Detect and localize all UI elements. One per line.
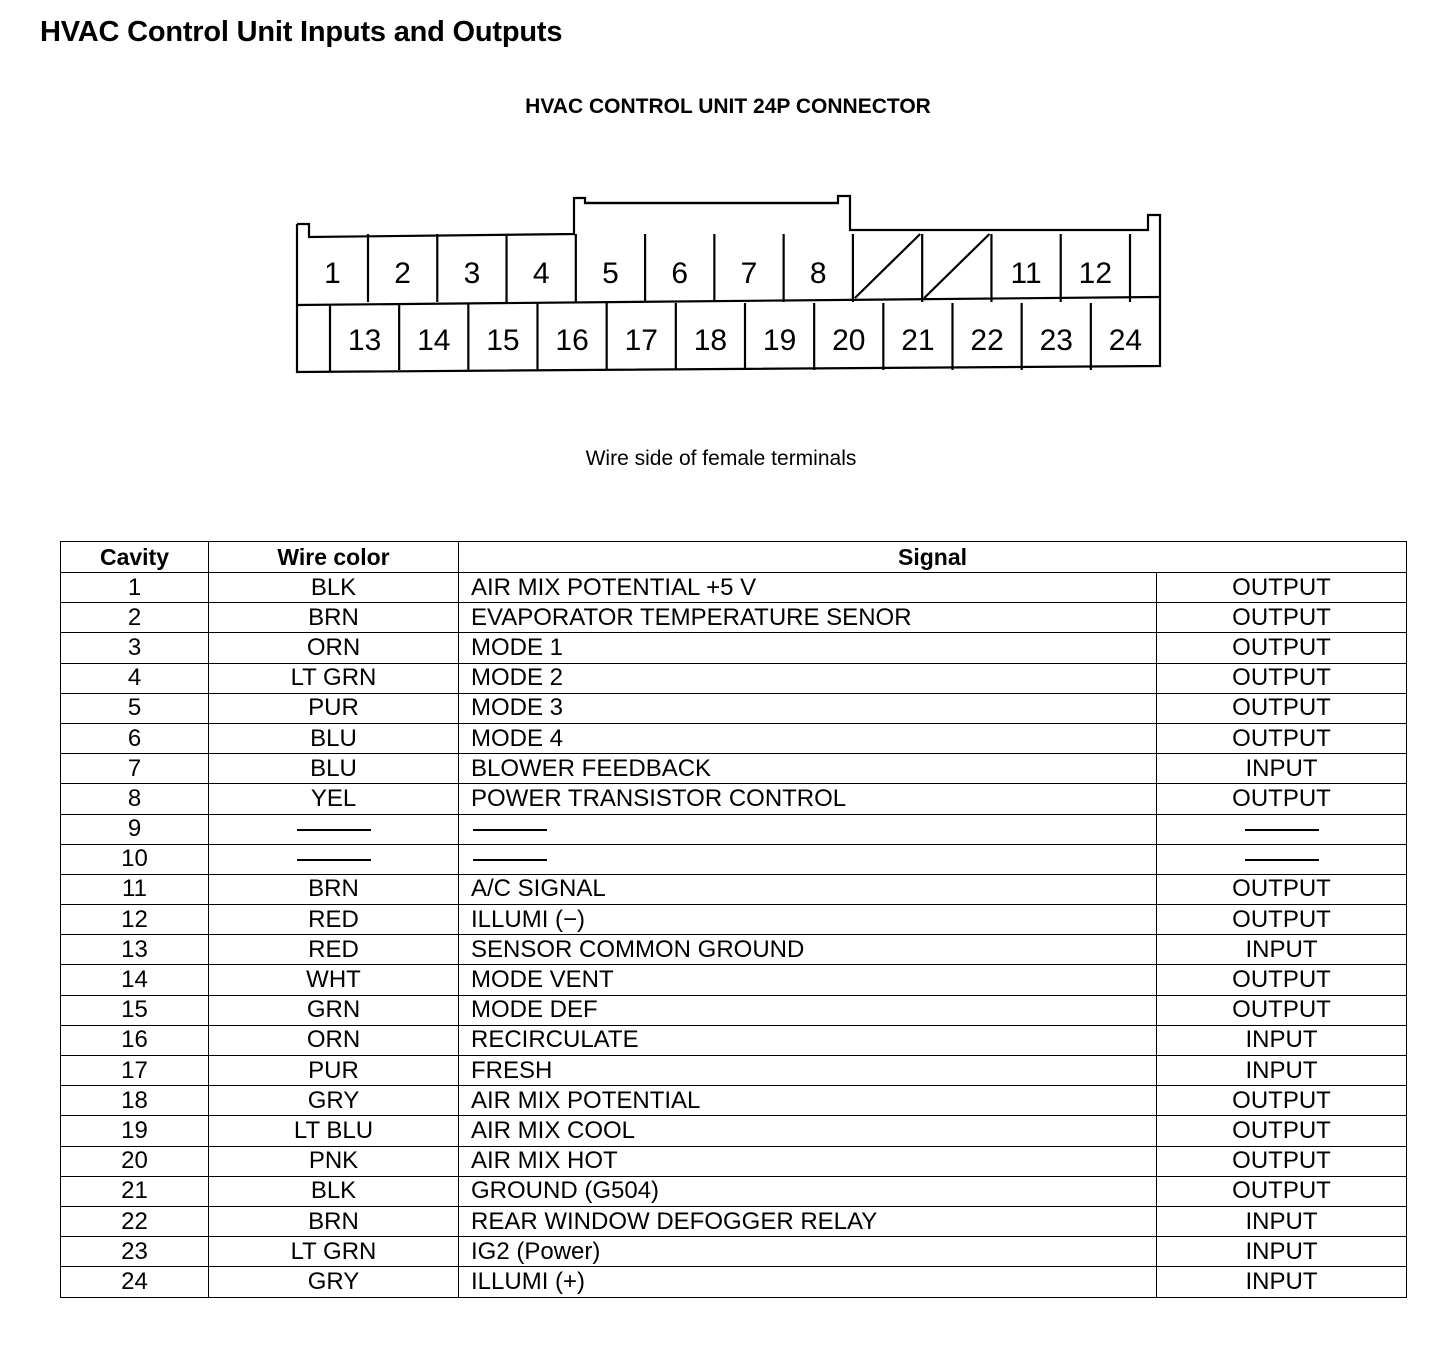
pin-label-3: 3 xyxy=(463,257,481,290)
wire-color-cell xyxy=(209,814,459,844)
pin-label-7: 7 xyxy=(740,257,758,290)
header-cavity: Cavity xyxy=(61,542,209,573)
direction-cell: OUTPUT xyxy=(1157,573,1407,603)
wire-color-cell: LT GRN xyxy=(209,663,459,693)
cavity-cell: 8 xyxy=(61,784,209,814)
wire-color-cell: BRN xyxy=(209,603,459,633)
table-row xyxy=(61,1237,1407,1267)
cavity-cell: 10 xyxy=(61,844,209,874)
signal-cell: GROUND (G504) xyxy=(459,1176,1157,1206)
connector-diagram xyxy=(0,0,1456,420)
wire-color-cell: YEL xyxy=(209,784,459,814)
direction-cell: OUTPUT xyxy=(1157,723,1407,753)
signal-cell xyxy=(459,844,1157,874)
wire-color-cell: GRN xyxy=(209,995,459,1025)
wire-color-cell: BRN xyxy=(209,1206,459,1236)
direction-cell: OUTPUT xyxy=(1157,905,1407,935)
direction-cell xyxy=(1157,844,1407,874)
pin-label-15: 15 xyxy=(486,324,520,357)
wire-color-cell: LT GRN xyxy=(209,1237,459,1267)
wire-color-cell: GRY xyxy=(209,1086,459,1116)
wire-color-cell: RED xyxy=(209,935,459,965)
table-row xyxy=(61,754,1407,784)
pin-label-17: 17 xyxy=(624,324,658,357)
cavity-cell: 2 xyxy=(61,603,209,633)
direction-cell: OUTPUT xyxy=(1157,663,1407,693)
wire-color-cell: RED xyxy=(209,905,459,935)
direction-cell: OUTPUT xyxy=(1157,1176,1407,1206)
blank-dash xyxy=(1245,859,1319,861)
signal-cell xyxy=(459,814,1157,844)
table-row xyxy=(61,965,1407,995)
connector-caption: Wire side of female terminals xyxy=(585,447,857,470)
table-row xyxy=(61,814,1407,844)
direction-cell: INPUT xyxy=(1157,1267,1407,1297)
signal-cell: ILLUMI (+) xyxy=(459,1267,1157,1297)
wire-color-cell: PUR xyxy=(209,693,459,723)
signal-cell: POWER TRANSISTOR CONTROL xyxy=(459,784,1157,814)
direction-cell: OUTPUT xyxy=(1157,1146,1407,1176)
signal-cell: MODE 3 xyxy=(459,693,1157,723)
table-row xyxy=(61,1267,1407,1297)
blank-dash xyxy=(297,859,371,861)
signal-cell: RECIRCULATE xyxy=(459,1025,1157,1055)
table-row xyxy=(61,723,1407,753)
cavity-cell: 21 xyxy=(61,1176,209,1206)
cavity-cell: 22 xyxy=(61,1206,209,1236)
table-row xyxy=(61,844,1407,874)
cavity-cell: 5 xyxy=(61,693,209,723)
cavity-cell: 17 xyxy=(61,1056,209,1086)
cavity-cell: 23 xyxy=(61,1237,209,1267)
cavity-cell: 6 xyxy=(61,723,209,753)
direction-cell: INPUT xyxy=(1157,1237,1407,1267)
header-wire-color: Wire color xyxy=(209,542,459,573)
table-row xyxy=(61,1206,1407,1236)
wire-color-cell: BLK xyxy=(209,573,459,603)
wire-color-cell: BLU xyxy=(209,754,459,784)
pin-label-20: 20 xyxy=(832,324,866,357)
row-divider xyxy=(297,297,1160,305)
pin-label-1: 1 xyxy=(324,257,341,290)
cavity-cell: 12 xyxy=(61,905,209,935)
cavity-cell: 1 xyxy=(61,573,209,603)
table-row xyxy=(61,633,1407,663)
pin-label-13: 13 xyxy=(347,324,382,357)
table-row xyxy=(61,1116,1407,1146)
pin-label-8: 8 xyxy=(809,257,827,290)
signal-cell: REAR WINDOW DEFOGGER RELAY xyxy=(459,1206,1157,1236)
cavity-cell: 3 xyxy=(61,633,209,663)
wire-color-cell: BLU xyxy=(209,723,459,753)
wire-color-cell: ORN xyxy=(209,633,459,663)
signal-cell: ILLUMI (−) xyxy=(459,905,1157,935)
cavity-cell: 18 xyxy=(61,1086,209,1116)
wire-color-cell: PUR xyxy=(209,1056,459,1086)
direction-cell: OUTPUT xyxy=(1157,1086,1407,1116)
signal-cell: BLOWER FEEDBACK xyxy=(459,754,1157,784)
table-header-row xyxy=(61,542,1407,573)
signal-cell: AIR MIX COOL xyxy=(459,1116,1157,1146)
signal-cell: MODE VENT xyxy=(459,965,1157,995)
blank-dash xyxy=(297,829,371,831)
cavity-cell: 13 xyxy=(61,935,209,965)
cavity-cell: 7 xyxy=(61,754,209,784)
table-row xyxy=(61,693,1407,723)
table-row xyxy=(61,663,1407,693)
signal-cell: AIR MIX POTENTIAL xyxy=(459,1086,1157,1116)
wire-color-cell: BLK xyxy=(209,1176,459,1206)
blank-dash xyxy=(473,829,547,831)
wire-color-cell xyxy=(209,844,459,874)
pin-label-16: 16 xyxy=(555,324,589,357)
wire-color-cell: BRN xyxy=(209,874,459,904)
pin-label-11: 11 xyxy=(1010,257,1042,290)
pin-label-23: 23 xyxy=(1039,324,1073,357)
table-row xyxy=(61,1176,1407,1206)
signal-cell: FRESH xyxy=(459,1056,1157,1086)
table-row xyxy=(61,603,1407,633)
table-row xyxy=(61,1086,1407,1116)
signal-cell: MODE DEF xyxy=(459,995,1157,1025)
pin-label-5: 5 xyxy=(602,257,619,290)
direction-cell: OUTPUT xyxy=(1157,633,1407,663)
direction-cell: OUTPUT xyxy=(1157,603,1407,633)
table-row xyxy=(61,995,1407,1025)
blank-dash xyxy=(1245,829,1319,831)
signal-cell: MODE 2 xyxy=(459,663,1157,693)
wire-color-cell: LT BLU xyxy=(209,1116,459,1146)
table-row xyxy=(61,573,1407,603)
table-row xyxy=(61,1025,1407,1055)
table-row xyxy=(61,935,1407,965)
pin-label-19: 19 xyxy=(762,324,797,357)
pin-table xyxy=(60,541,1407,1298)
direction-cell: INPUT xyxy=(1157,1056,1407,1086)
table-row xyxy=(61,905,1407,935)
pin-label-22: 22 xyxy=(970,324,1004,357)
cavity-cell: 4 xyxy=(61,663,209,693)
direction-cell: OUTPUT xyxy=(1157,1116,1407,1146)
table-row xyxy=(61,874,1407,904)
direction-cell: OUTPUT xyxy=(1157,995,1407,1025)
pin-label-4: 4 xyxy=(532,257,550,290)
direction-cell: INPUT xyxy=(1157,1025,1407,1055)
pin-label-6: 6 xyxy=(671,257,689,290)
direction-cell: OUTPUT xyxy=(1157,784,1407,814)
cavity-cell: 19 xyxy=(61,1116,209,1146)
blank-cavity-slash xyxy=(855,234,920,298)
pin-label-2: 2 xyxy=(394,257,411,290)
cavity-cell: 15 xyxy=(61,995,209,1025)
signal-cell: MODE 4 xyxy=(459,723,1157,753)
direction-cell: INPUT xyxy=(1157,935,1407,965)
wire-color-cell: WHT xyxy=(209,965,459,995)
direction-cell: INPUT xyxy=(1157,1206,1407,1236)
direction-cell: OUTPUT xyxy=(1157,965,1407,995)
direction-cell xyxy=(1157,814,1407,844)
table-row xyxy=(61,784,1407,814)
blank-dash xyxy=(473,859,547,861)
blank-cavity-slash xyxy=(924,234,989,298)
cavity-cell: 9 xyxy=(61,814,209,844)
table-row xyxy=(61,1146,1407,1176)
signal-cell: MODE 1 xyxy=(459,633,1157,663)
pin-label-12: 12 xyxy=(1078,257,1113,290)
cavity-cell: 11 xyxy=(61,874,209,904)
cavity-cell: 20 xyxy=(61,1146,209,1176)
pin-label-24: 24 xyxy=(1108,324,1143,357)
header-signal: Signal xyxy=(459,542,1407,573)
signal-cell: IG2 (Power) xyxy=(459,1237,1157,1267)
pin-label-14: 14 xyxy=(417,324,451,357)
cavity-cell: 16 xyxy=(61,1025,209,1055)
signal-cell: AIR MIX POTENTIAL +5 V xyxy=(459,573,1157,603)
wire-color-cell: ORN xyxy=(209,1025,459,1055)
pin-row-top xyxy=(324,234,1112,298)
connector-title: HVAC CONTROL UNIT 24P CONNECTOR xyxy=(525,95,931,118)
wire-color-cell: GRY xyxy=(209,1267,459,1297)
direction-cell: INPUT xyxy=(1157,754,1407,784)
page-title: HVAC Control Unit Inputs and Outputs xyxy=(40,16,563,48)
pin-label-18: 18 xyxy=(693,324,728,357)
pin-label-21: 21 xyxy=(901,324,935,357)
signal-cell: EVAPORATOR TEMPERATURE SENOR xyxy=(459,603,1157,633)
wire-color-cell: PNK xyxy=(209,1146,459,1176)
direction-cell: OUTPUT xyxy=(1157,874,1407,904)
cavity-cell: 24 xyxy=(61,1267,209,1297)
table-row xyxy=(61,1056,1407,1086)
direction-cell: OUTPUT xyxy=(1157,693,1407,723)
signal-cell: AIR MIX HOT xyxy=(459,1146,1157,1176)
cavity-cell: 14 xyxy=(61,965,209,995)
signal-cell: SENSOR COMMON GROUND xyxy=(459,935,1157,965)
signal-cell: A/C SIGNAL xyxy=(459,874,1157,904)
